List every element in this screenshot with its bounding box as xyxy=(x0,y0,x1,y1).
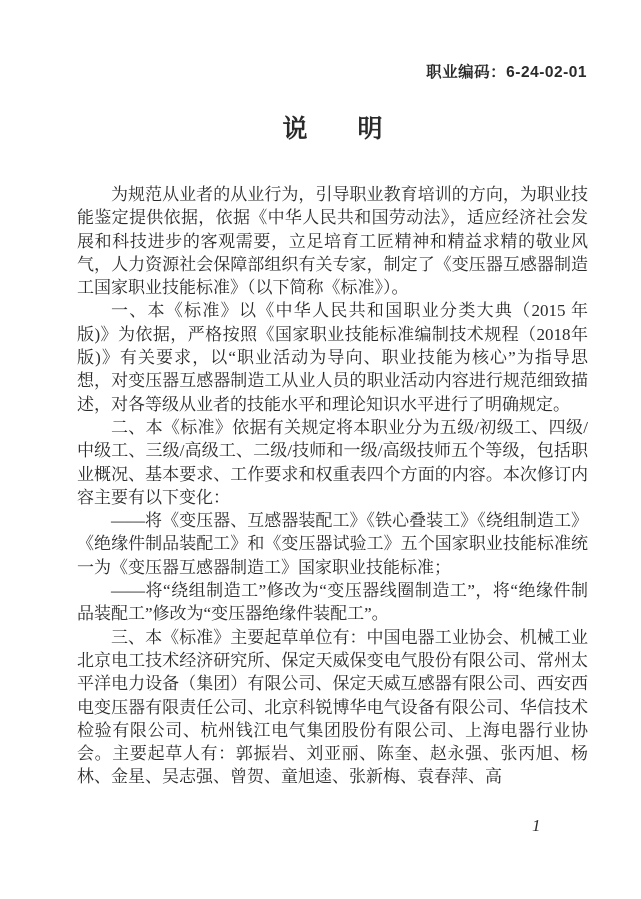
occupation-code: 职业编码：6-24-02-01 xyxy=(426,64,587,81)
page-title: 说 明 xyxy=(282,115,383,143)
paragraph: ——将《变压器、互感器装配工》《铁心叠装工》《绕组制造工》《绝缘件制品装配工》和《变压器试验工》五个国家职业技能标准统一为《变压器互感器制造工》国家职业技能标准； xyxy=(77,511,588,577)
paragraph: 三、本《标准》主要起草单位有：中国电器工业协会、机械工业北京电工技术经济研究所、保定天威保变电气股份有限公司、常州太平洋电力设备（集团）有限公司、保定天威互感器有限公司、西安西电变压器有限责任公司、北京科锐博华电气设备有限公司、华信技术检验有限公司、杭州钱江电气集团股份有限公司、上海电器行业协会。主要起草人有：郭振岩、刘亚丽、陈奎、赵永强、张丙旭、杨林、金星、吴志强、曾贺、童旭逵、张新梅、袁春萍、高 xyxy=(77,627,588,787)
document-body xyxy=(77,183,588,789)
paragraph: 二、本《标准》依据有关规定将本职业分为五级/初级工、四级/中级工、三级/高级工、二级/技师和一级/高级技师五个等级，包括职业概况、基本要求、工作要求和权重表四个方面的内容。本次修订内容主要有以下变化： xyxy=(77,417,588,507)
paragraph: 一、本《标准》以《中华人民共和国职业分类大典（2015 年版)》为依据，严格按照《国家职业技能标准编制技术规程（2018年版)》有关要求，以“职业活动为导向、职业技能为核心”为指导思想，对变压器互感器制造工从业人员的职业活动内容进行规范细致描述，对各等级从业者的技能水平和理论知识水平进行了明确规定。 xyxy=(77,301,588,414)
paragraph: 为规范从业者的从业行为，引导职业教育培训的方向，为职业技能鉴定提供依据，依据《中华人民共和国劳动法》，适应经济社会发展和科技进步的客观需要，立足培育工匠精神和精益求精的敬业风气，人力资源社会保障部组织有关专家，制定了《变压器互感器制造工国家职业技能标准》（以下简称《标准》）。 xyxy=(77,185,588,298)
paragraph: ——将“绕组制造工”修改为“变压器线圈制造工”，将“绝缘件制品装配工”修改为“变压器绝缘件装配工”。 xyxy=(77,581,588,624)
page-number: 1 xyxy=(532,816,541,835)
